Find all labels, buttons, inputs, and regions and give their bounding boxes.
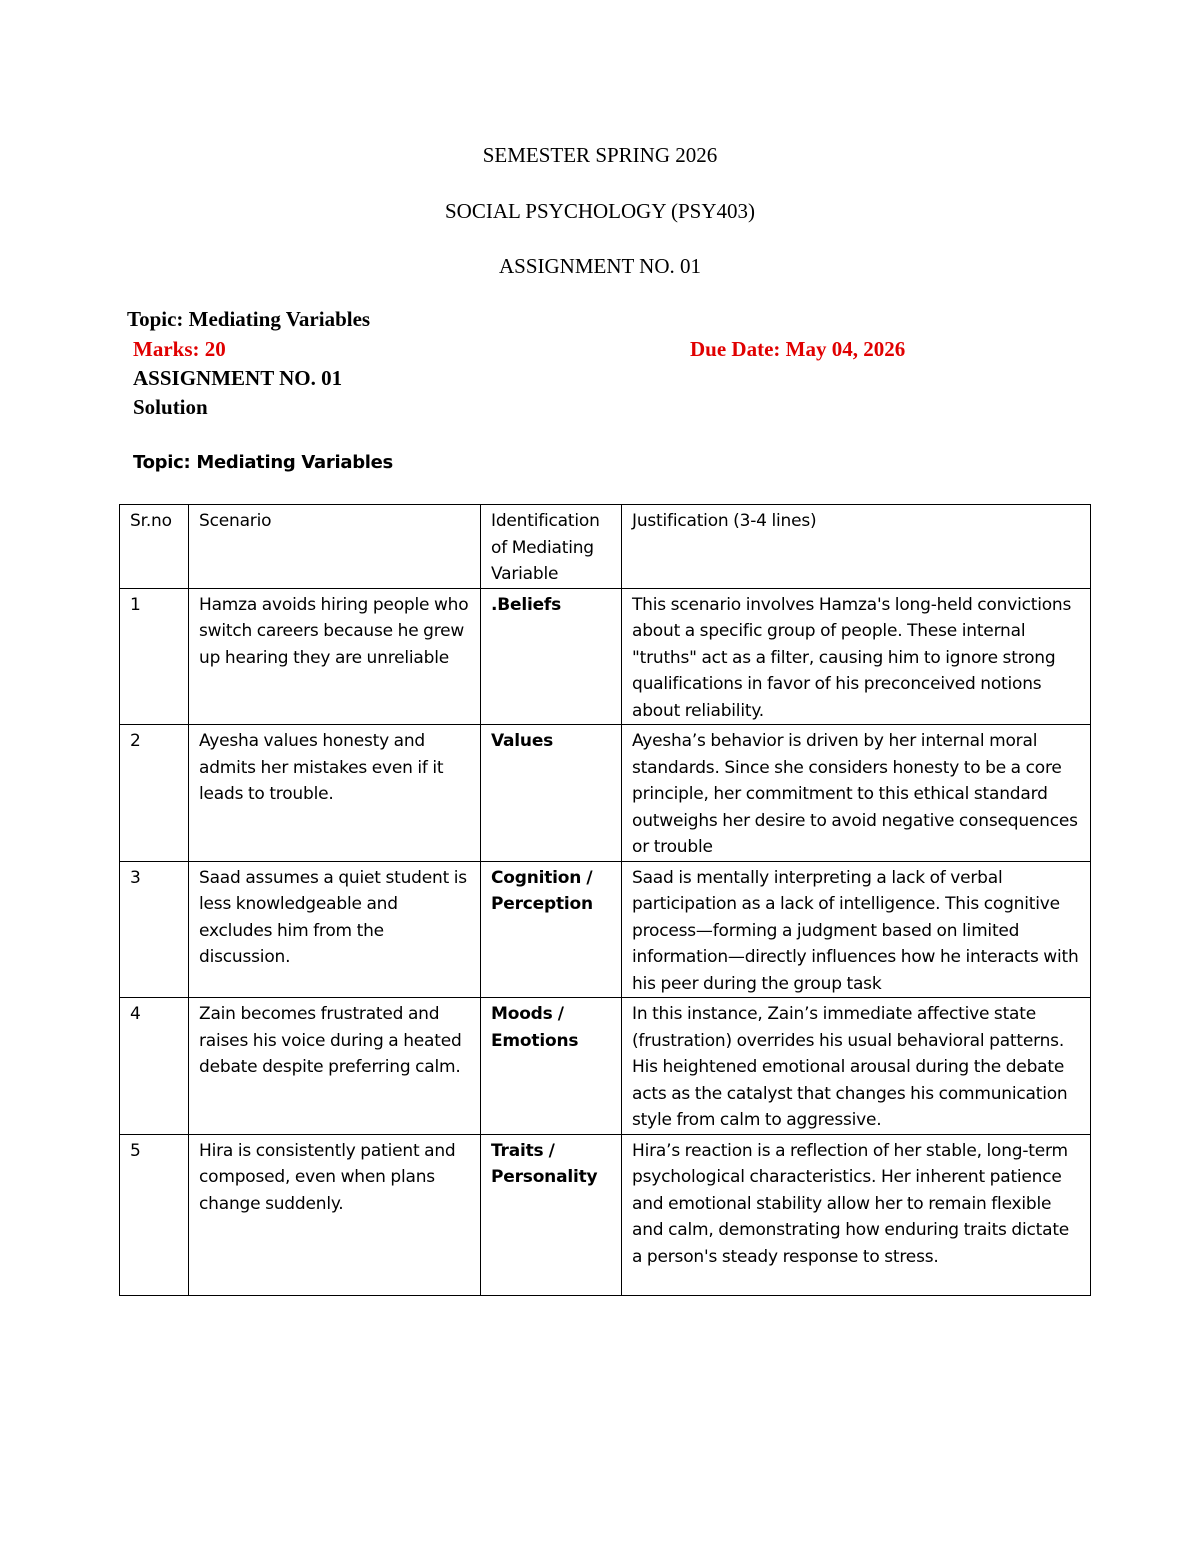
row-srno: 4 bbox=[120, 998, 189, 1135]
row-justification: Hira’s reaction is a reflection of her stable, long-term psychological characteristics. Her inherent patience and emotional stability allow her to remain flexible and calm, demonstrating how enduring traits dictate a person's steady response to stress. bbox=[622, 1134, 1091, 1295]
solution-label: Solution bbox=[133, 395, 208, 419]
row-variable: Traits / Personality bbox=[481, 1134, 622, 1295]
topic-line: Topic: Mediating Variables bbox=[127, 307, 371, 331]
header-identification: Identification of Mediating Variable bbox=[481, 505, 622, 589]
assignment-label: ASSIGNMENT NO. 01 bbox=[133, 366, 343, 390]
header-justification: Justification (3-4 lines) bbox=[622, 505, 1091, 589]
marks-label: Marks: 20 bbox=[133, 337, 226, 361]
row-variable: Values bbox=[481, 725, 622, 862]
due-date-label: Due Date: May 04, 2026 bbox=[690, 337, 906, 361]
solution-topic-heading: Topic: Mediating Variables bbox=[133, 452, 393, 473]
semester-heading: SEMESTER SPRING 2026 bbox=[482, 143, 718, 167]
assignment-heading: ASSIGNMENT NO. 01 bbox=[498, 254, 702, 278]
row-srno: 1 bbox=[120, 588, 189, 725]
row-srno: 5 bbox=[120, 1134, 189, 1295]
row-srno: 2 bbox=[120, 725, 189, 862]
row-srno: 3 bbox=[120, 861, 189, 998]
table-row bbox=[120, 861, 1091, 998]
row-variable: .Beliefs bbox=[481, 588, 622, 725]
table-row bbox=[120, 998, 1091, 1135]
row-scenario: Saad assumes a quiet student is less knowledgeable and excludes him from the discussion. bbox=[189, 861, 481, 998]
row-scenario: Zain becomes frustrated and raises his voice during a heated debate despite preferring calm. bbox=[189, 998, 481, 1135]
header-srno: Sr.no bbox=[120, 505, 189, 589]
table-row bbox=[120, 588, 1091, 725]
row-variable: Moods / Emotions bbox=[481, 998, 622, 1135]
row-justification: Saad is mentally interpreting a lack of verbal participation as a lack of intelligence. This cognitive process—forming a judgment based on limited information—directly influences how he interacts with his peer during the group task bbox=[622, 861, 1091, 998]
course-heading: SOCIAL PSYCHOLOGY (PSY403) bbox=[445, 199, 755, 223]
header-scenario: Scenario bbox=[189, 505, 481, 589]
table-header-row bbox=[120, 505, 1091, 589]
row-scenario: Hamza avoids hiring people who switch careers because he grew up hearing they are unreliable bbox=[189, 588, 481, 725]
row-justification: Ayesha’s behavior is driven by her internal moral standards. Since she considers honesty to be a core principle, her commitment to this ethical standard outweighs her desire to avoid negative consequences or trouble bbox=[622, 725, 1091, 862]
row-variable: Cognition / Perception bbox=[481, 861, 622, 998]
row-scenario: Hira is consistently patient and composed, even when plans change suddenly. bbox=[189, 1134, 481, 1295]
mediating-variables-table bbox=[119, 504, 1091, 1296]
row-justification: In this instance, Zain’s immediate affective state (frustration) overrides his usual behavioral patterns. His heightened emotional arousal during the debate acts as the catalyst that changes his communication style from calm to aggressive. bbox=[622, 998, 1091, 1135]
row-scenario: Ayesha values honesty and admits her mistakes even if it leads to trouble. bbox=[189, 725, 481, 862]
table-row bbox=[120, 725, 1091, 862]
row-justification: This scenario involves Hamza's long-held convictions about a specific group of people. These internal "truths" act as a filter, causing him to ignore strong qualifications in favor of his preconceived notions about reliability. bbox=[622, 588, 1091, 725]
table-row bbox=[120, 1134, 1091, 1295]
